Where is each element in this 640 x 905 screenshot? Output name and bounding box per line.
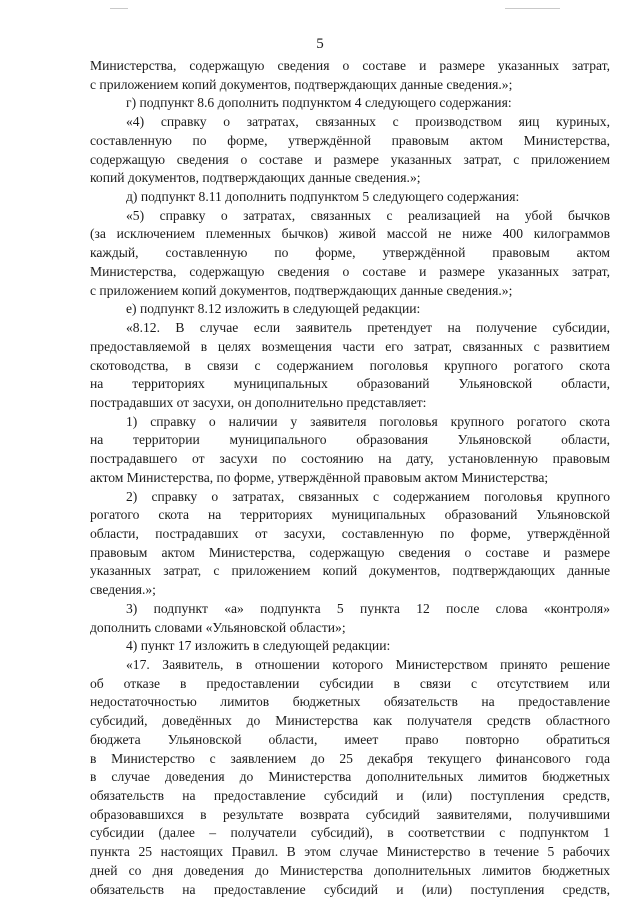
text-line: д) подпункт 8.11 дополнить подпунктом 5 следующего содержания: (126, 189, 520, 205)
text-line: Министерства, содержащую сведения о составе и размере указанных затрат, (90, 58, 610, 73)
text-line: е) подпункт 8.12 изложить в следующей редакции: (126, 301, 421, 317)
text-line: Министерства, содержащую сведения о составе и размере указанных затрат, (90, 263, 610, 279)
text-line: в случае доведения до Министерства дополнительных лимитов бюджетных (90, 769, 610, 785)
text-line: бюджета Ульяновской области, имеет право повторно обратиться (90, 731, 610, 747)
text-line: рогатого скота на территориях муниципальных образований Ульяновской (90, 507, 610, 523)
text-line: правовым актом Министерства, содержащую сведения о составе и размере (90, 544, 610, 560)
text-line: содержащую сведения о составе и размере указанных затрат, с приложением (90, 151, 610, 167)
text-line: «8.12. В случае если заявитель претендует на получение субсидии, (126, 320, 610, 336)
scan-artifact-right (505, 8, 560, 9)
page-number: 5 (316, 36, 324, 52)
text-line: «4) справку о затратах, связанных с производством яиц куриных, (126, 114, 610, 130)
text-line: обязательств на предоставление субсидий и (или) поступления средств, (90, 881, 610, 897)
text-line: «17. Заявитель, в отношении которого Министерством принято решение (126, 657, 610, 672)
text-line: с приложением копий документов, подтверждающих данные сведения.»; (90, 76, 513, 92)
scan-artifact-left (110, 8, 128, 9)
text-line: «5) справку о затратах, связанных с реализацией на убой бычков (126, 207, 610, 223)
text-line: (за исключением племенных бычков) живой массой не ниже 400 килограммов (90, 226, 610, 242)
text-line: 3) подпункт «а» подпункта 5 пункта 12 после слова «контроля» (126, 600, 610, 616)
text-line: дней со дня доведения до Министерства дополнительных лимитов бюджетных (90, 862, 610, 878)
text-line: скотоводства, в связи с содержанием поголовья крупного рогатого скота (90, 357, 610, 373)
text-line: пункта 25 настоящих Правил. В этом случае Министерство в течение 5 рабочих (90, 844, 610, 860)
text-line: субсидий, доведённых до Министерства как получателя средств областного (90, 713, 610, 729)
text-line: области, пострадавших от засухи, составленную по форме, утверждённой (90, 525, 610, 541)
text-line: 4) пункт 17 изложить в следующей редакции: (126, 638, 391, 654)
text-line: г) подпункт 8.6 дополнить подпунктом 4 следующего содержания: (126, 95, 512, 111)
text-line: пострадавшего от засухи по состоянию на дату, установленную правовым (90, 451, 610, 467)
text-line: в Министерство с заявлением до 25 декабря текущего финансового года (90, 750, 610, 766)
text-line: каждый, составленную по форме, утверждённой правовым актом (90, 245, 610, 261)
text-line: пострадавших от засухи, он дополнительно представляет: (90, 394, 427, 410)
document-body (90, 57, 610, 899)
text-line: дополнить словами «Ульяновской области»; (90, 619, 346, 635)
text-line: сведения.»; (90, 582, 156, 598)
text-line: обязательств на предоставление субсидий и (или) поступления средств, (90, 788, 610, 804)
text-line: с приложением копий документов, подтверждающих данные сведения.»; (90, 282, 513, 298)
text-line: образовавшихся в результате возврата субсидий заявителями, получившими (90, 806, 610, 822)
text-line: недостаточностью лимитов бюджетных обязательств на предоставление (90, 694, 610, 710)
text-line: составленную по форме, утверждённой правовым актом Министерства, (90, 132, 610, 148)
text-line: на территории муниципального образования Ульяновской области, (90, 432, 610, 448)
text-line: предоставляемой в целях возмещения части его затрат, связанных с развитием (90, 338, 610, 354)
text-line: актом Министерства, по форме, утверждённой правовым актом Министерства; (90, 469, 549, 485)
text-line: указанных затрат, с приложением копий документов, подтверждающих данные (90, 563, 610, 579)
text-line: на территориях муниципальных образований Ульяновской области, (90, 376, 610, 392)
text-line: 2) справку о затратах, связанных с содержанием поголовья крупного (126, 488, 610, 504)
text-line: об отказе в предоставлении субсидии в связи с отсутствием или (90, 675, 610, 691)
text-line: копий документов, подтверждающих данные сведения.»; (90, 170, 421, 186)
text-line: субсидии (далее – получатели субсидий), в соответствии с подпунктом 1 (90, 825, 610, 841)
text-line: 1) справку о наличии у заявителя поголовья крупного рогатого скота (126, 413, 610, 429)
